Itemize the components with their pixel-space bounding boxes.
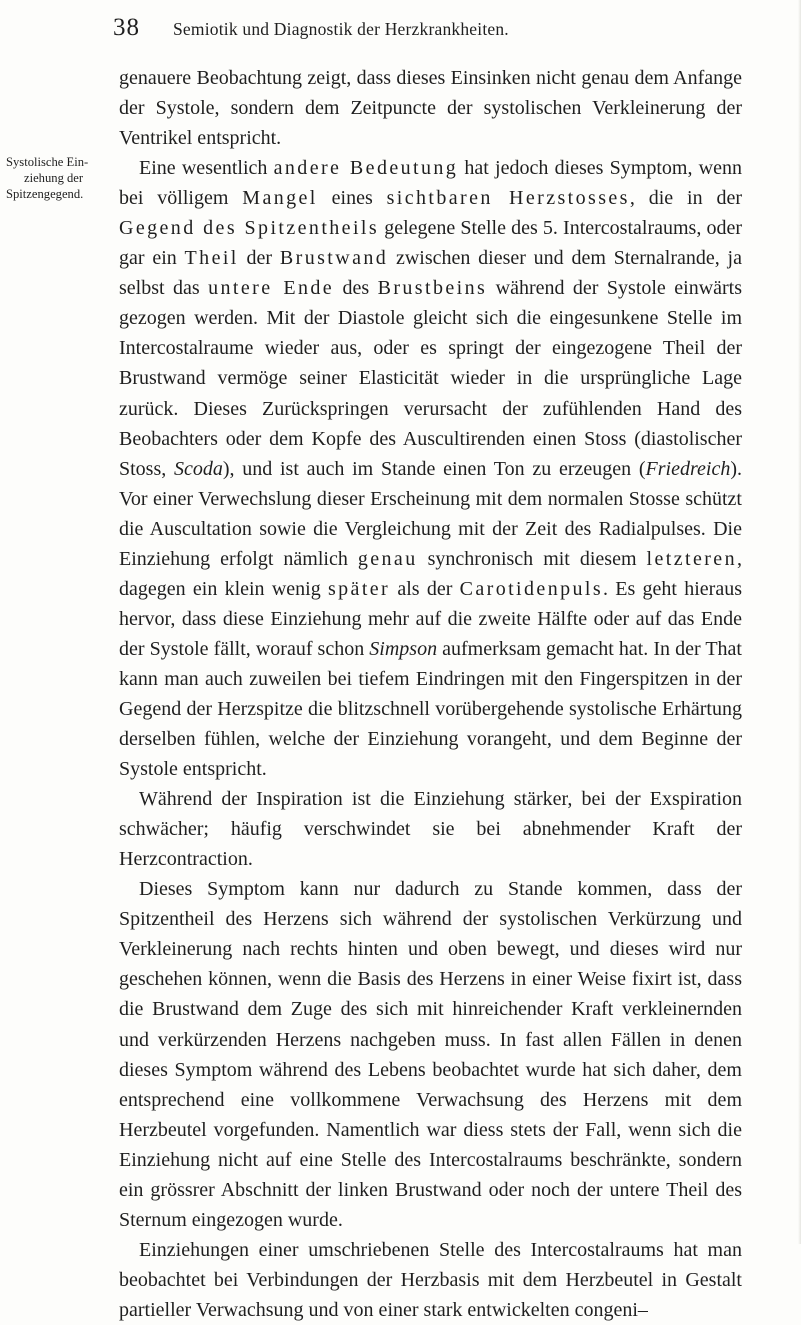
page-header [0, 14, 801, 54]
paragraph-1: genauere Beobachtung zeigt, dass dieses Einsinken nicht genau dem Anfange der Systole, sondern dem Zeitpuncte der systolischen Verkleinerung der Ventrikel entspricht. [119, 67, 742, 150]
margin-note [6, 154, 110, 202]
running-title: Semiotik und Diagnostik der Herzkrankheiten. [173, 19, 509, 39]
body-text [119, 63, 742, 1325]
paragraph-4: Dieses Symptom kann nur dadurch zu Stande kommen, dass der Spitzentheil des Herzens sich während der systolischen Verkürzung und Verkleinerung nach rechts hinten und oben bewegt, und dieses wird nur geschehen können, wenn die Basis des Herzens in einer Weise fixirt ist, dass die Brustwand dem Zuge des sich mit hinreichender Kraft verkleinernden und verkürzenden Herzens nachgeben muss. In fast allen Fällen in denen dieses Symptom während des Lebens beobachtet wurde hat sich daher, dem entsprechend eine vollkommene Verwachsung des Herzens mit dem Herzbeutel vorgefunden. Namentlich war diess stets der Fall, wenn sich die Einziehung nicht auf eine Stelle des Intercostalraums beschränkte, sondern ein grössrer Abschnitt der linken Brustwand oder noch der untere Theil des Sternum eingezogen wurde. [119, 878, 742, 1231]
paragraph-5: Einziehungen einer umschriebenen Stelle des Intercostalraums hat man beobachtet bei Verbindungen der Herzbasis mit dem Herzbeutel in Gestalt partieller Verwachsung und von einer stark entwickelten congeni– [119, 1238, 742, 1321]
paragraph-2: Eine wesentlich andere Bedeutung hat jedoch dieses Symptom, wenn bei völligem Mangel eines sichtbaren Herzstosses, die in der Gegend des Spitzentheils gelegene Stelle des 5. Intercostalraums, oder gar ein Theil der Brustwand zwischen dieser und dem Sternalrande, ja selbst das untere Ende des Brustbeins während der Systole einwärts gezogen werden. Mit der Diastole gleicht sich die eingesunkene Stelle im Intercostalraume wieder aus, oder es springt der eingezogene Theil der Brustwand vermöge seiner Elasticität wieder in die ursprüngliche Lage zurück. Dieses Zurückspringen verursacht der zufühlenden Hand des Beobachters oder dem Kopfe des Auscultirenden einen Stoss (diastolischer Stoss, Scoda), und ist auch im Stande einen Ton zu erzeugen (Friedreich). Vor einer Verwechslung dieser Erscheinung mit dem normalen Stosse schützt die Auscultation sowie die Vergleichung mit der Zeit des Radialpulses. Die Einziehung erfolgt nämlich genau synchronisch mit diesem letzteren, dagegen ein klein wenig später als der Carotidenpuls. Es geht hieraus hervor, dass diese Einziehung mehr auf die zweite Hälfte oder auf das Ende der Systole fällt, worauf schon Simpson aufmerksam gemacht hat. In der That kann man auch zuweilen bei tiefem Eindringen mit den Fingerspitzen in der Gegend der Herzspitze die blitzschnell vorübergehende systolische Erhärtung derselben fühlen, welche der Einziehung vorangeht, und dem Beginne der Systole entspricht. [119, 157, 743, 781]
page-number: 38 [113, 14, 140, 41]
paragraph-3: Während der Inspiration ist die Einziehung stärker, bei der Exspiration schwächer; häufig verschwindet sie bei abnehmender Kraft der Herzcontraction. [119, 788, 742, 871]
margin-note-line: ziehung der [24, 171, 84, 185]
margin-note-line: Spitzengegend. [6, 187, 84, 201]
margin-note-line: Systolische Ein- [6, 155, 89, 169]
